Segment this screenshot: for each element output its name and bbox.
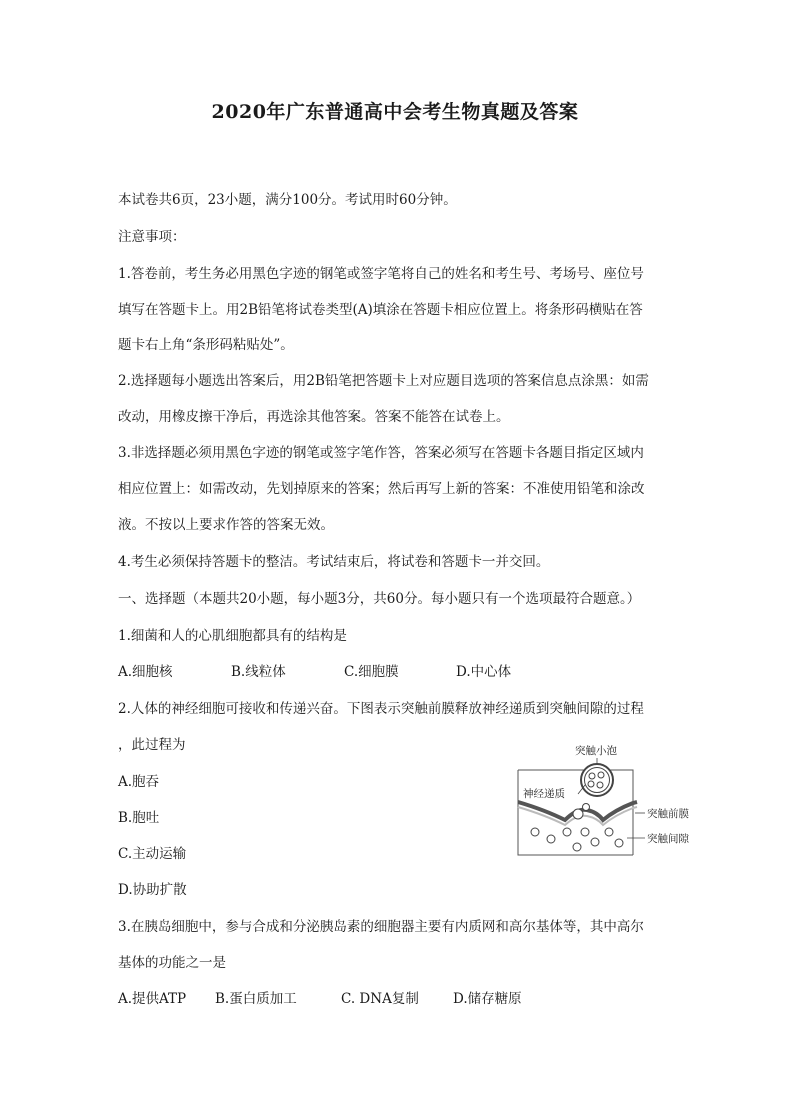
note-line: 填写在答题卡上。用2B铅笔将试卷类型(A)填涂在答题卡相应位置上。将条形码横贴在答 (118, 302, 643, 318)
question-3-options (118, 987, 522, 1007)
transmitter-dot (597, 782, 603, 788)
question-3-stem: 3.在胰岛细胞中，参与合成和分泌胰岛素的细胞器主要有内质网和高尔基体等，其中高尔 (118, 919, 644, 935)
label-neurotransmitter: 神经递质 (523, 788, 565, 800)
transmitter-dot (547, 835, 555, 843)
option-d: D.协助扩散 (118, 882, 187, 898)
label-synaptic-cleft: 突触间隙 (647, 833, 689, 845)
question-1-stem: 1.细菌和人的心肌细胞都具有的结构是 (118, 628, 347, 644)
option-c: C.细胞膜 (344, 664, 399, 680)
option-b: B.蛋白质加工 (215, 991, 297, 1007)
transmitter-dot (615, 839, 623, 847)
transmitter-dot (588, 781, 594, 787)
section-heading: 一、选择题（本题共20小题，每小题3分，共60分。每小题只有一个选项最符合题意。） (118, 591, 641, 607)
released-vesicle (573, 809, 583, 819)
note-line: 题卡右上角“条形码粘贴处”。 (118, 337, 294, 353)
option-a: A.胞吞 (118, 774, 160, 790)
option-a: A.细胞核 (118, 664, 173, 680)
label-presynaptic-membrane: 突触前膜 (647, 808, 689, 820)
note-line: 4.考生必须保持答题卡的整洁。考试结束后，将试卷和答题卡一并交回。 (118, 554, 550, 570)
exam-intro: 本试卷共6页，23小题，满分100分。考试用时60分钟。 (118, 192, 457, 208)
transmitter-dot (583, 804, 590, 811)
option-d: D.储存糖原 (453, 991, 522, 1007)
option-b: B.胞吐 (118, 810, 160, 826)
synapse-diagram (515, 740, 705, 860)
transmitter-dot (605, 828, 613, 836)
transmitter-dot (589, 773, 595, 779)
option-a: A.提供ATP (118, 991, 187, 1007)
question-3-stem-cont: 基体的功能之一是 (118, 955, 226, 971)
note-line: 1.答卷前，考生务必用黑色字迹的钢笔或签字笔将自己的姓名和考生号、考场号、座位号 (118, 266, 644, 282)
question-1-options (118, 660, 511, 680)
option-c: C.主动运输 (118, 846, 187, 862)
synapse-svg (515, 740, 705, 860)
note-line: 2.选择题每小题选出答案后，用2B铅笔把答题卡上对应题目选项的答案信息点涂黑：如需 (118, 373, 649, 389)
notes-title: 注意事项： (118, 229, 186, 245)
question-2-stem: 2.人体的神经细胞可接收和传递兴奋。下图表示突触前膜释放神经递质到突触间隙的过程 (118, 701, 644, 717)
transmitter-dot (531, 828, 539, 836)
option-d: D.中心体 (456, 664, 512, 680)
note-line: 3.非选择题必须用黑色字迹的钢笔或签字笔作答，答案必须写在答题卡各题目指定区域内 (118, 445, 644, 461)
page-title: 2020年广东普通高中会考生物真题及答案 (211, 101, 579, 123)
question-2-stem-cont: ，此过程为 (118, 737, 186, 753)
transmitter-dot (598, 772, 604, 778)
note-line: 改动，用橡皮擦干净后，再选涂其他答案。答案不能答在试卷上。 (118, 409, 510, 425)
transmitter-dot (591, 838, 599, 846)
vesicle-inner (585, 768, 610, 793)
note-line: 相应位置上：如需改动，先划掉原来的答案；然后再写上新的答案：不准使用铅笔和涂改 (118, 481, 645, 497)
transmitter-dot (573, 843, 581, 851)
option-c: C. DNA复制 (341, 991, 419, 1007)
option-b: B.线粒体 (231, 664, 286, 680)
transmitter-dot (581, 828, 589, 836)
note-line: 液。不按以上要求作答的答案无效。 (118, 517, 334, 533)
transmitter-dot (563, 828, 571, 836)
label-vesicle: 突触小泡 (575, 745, 617, 757)
